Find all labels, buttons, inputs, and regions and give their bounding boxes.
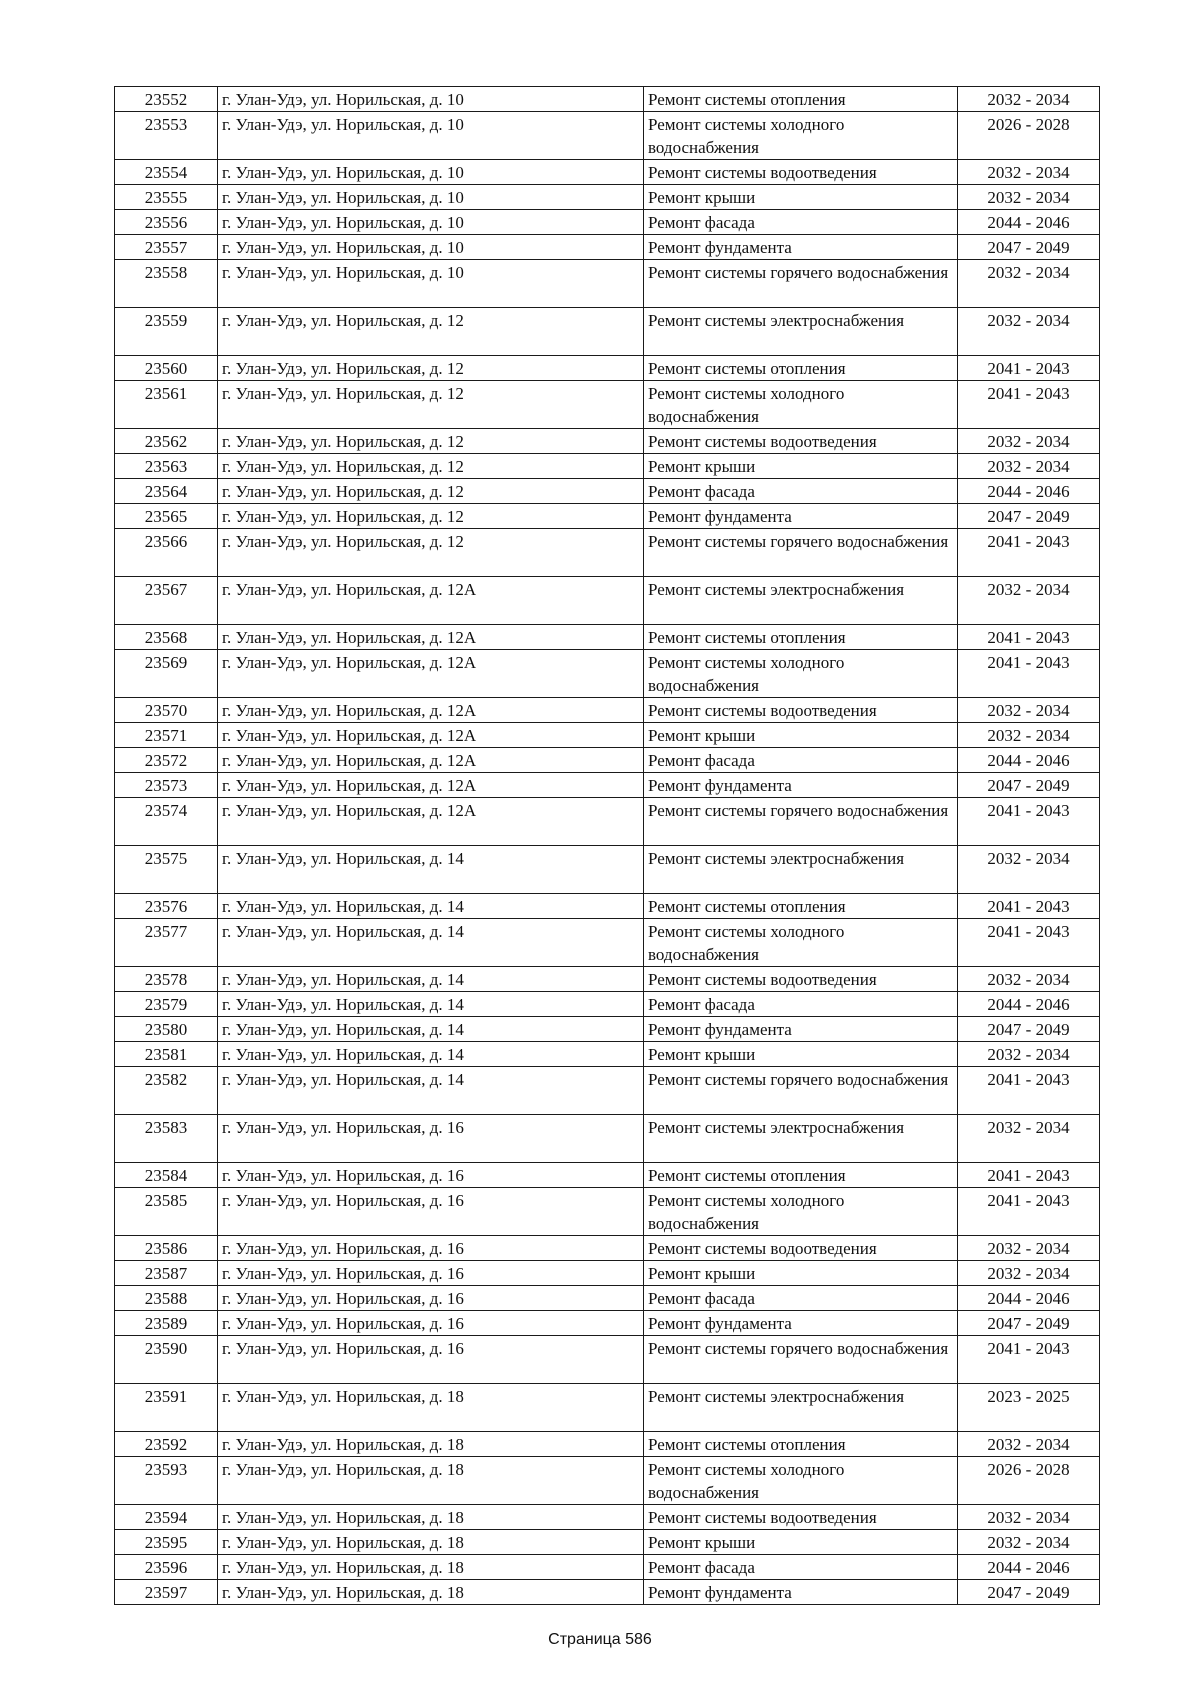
period-cell: 2041 - 2043 <box>958 356 1100 381</box>
period-cell: 2044 - 2046 <box>958 1286 1100 1311</box>
address-cell: г. Улан-Удэ, ул. Норильская, д. 14 <box>218 1017 644 1042</box>
work-type-cell: Ремонт системы холодного водоснабжения <box>644 650 958 698</box>
table-row <box>115 112 1100 160</box>
work-type-cell: Ремонт фасада <box>644 1555 958 1580</box>
work-type-cell: Ремонт системы электроснабжения <box>644 1115 958 1163</box>
table-row <box>115 798 1100 846</box>
period-cell: 2044 - 2046 <box>958 479 1100 504</box>
page-number: Страница 586 <box>548 1631 652 1648</box>
work-type-cell: Ремонт системы холодного водоснабжения <box>644 919 958 967</box>
address-cell: г. Улан-Удэ, ул. Норильская, д. 18 <box>218 1457 644 1505</box>
address-cell: г. Улан-Удэ, ул. Норильская, д. 10 <box>218 112 644 160</box>
table-row <box>115 185 1100 210</box>
period-cell: 2041 - 2043 <box>958 1067 1100 1115</box>
row-number-cell: 23573 <box>115 773 218 798</box>
address-cell: г. Улан-Удэ, ул. Норильская, д. 12 <box>218 429 644 454</box>
period-cell: 2032 - 2034 <box>958 308 1100 356</box>
row-number-cell: 23593 <box>115 1457 218 1505</box>
table-row <box>115 529 1100 577</box>
period-cell: 2032 - 2034 <box>958 454 1100 479</box>
address-cell: г. Улан-Удэ, ул. Норильская, д. 12А <box>218 773 644 798</box>
table-row <box>115 748 1100 773</box>
work-type-cell: Ремонт фундамента <box>644 1580 958 1605</box>
table-row <box>115 1505 1100 1530</box>
table-row <box>115 1555 1100 1580</box>
address-cell: г. Улан-Удэ, ул. Норильская, д. 14 <box>218 1042 644 1067</box>
period-cell: 2041 - 2043 <box>958 1188 1100 1236</box>
work-type-cell: Ремонт системы горячего водоснабжения <box>644 1067 958 1115</box>
address-cell: г. Улан-Удэ, ул. Норильская, д. 12 <box>218 356 644 381</box>
period-cell: 2032 - 2034 <box>958 1042 1100 1067</box>
row-number-cell: 23560 <box>115 356 218 381</box>
address-cell: г. Улан-Удэ, ул. Норильская, д. 12А <box>218 798 644 846</box>
row-number-cell: 23592 <box>115 1432 218 1457</box>
row-number-cell: 23596 <box>115 1555 218 1580</box>
row-number-cell: 23565 <box>115 504 218 529</box>
table-row <box>115 846 1100 894</box>
row-number-cell: 23562 <box>115 429 218 454</box>
row-number-cell: 23591 <box>115 1384 218 1432</box>
table-row <box>115 87 1100 112</box>
table-row <box>115 1580 1100 1605</box>
period-cell: 2047 - 2049 <box>958 1311 1100 1336</box>
period-cell: 2041 - 2043 <box>958 1163 1100 1188</box>
address-cell: г. Улан-Удэ, ул. Норильская, д. 18 <box>218 1384 644 1432</box>
address-cell: г. Улан-Удэ, ул. Норильская, д. 10 <box>218 235 644 260</box>
period-cell: 2041 - 2043 <box>958 625 1100 650</box>
work-type-cell: Ремонт крыши <box>644 185 958 210</box>
table-body <box>115 87 1100 1605</box>
table-row <box>115 698 1100 723</box>
address-cell: г. Улан-Удэ, ул. Норильская, д. 18 <box>218 1530 644 1555</box>
period-cell: 2032 - 2034 <box>958 1261 1100 1286</box>
work-type-cell: Ремонт системы электроснабжения <box>644 846 958 894</box>
row-number-cell: 23582 <box>115 1067 218 1115</box>
row-number-cell: 23574 <box>115 798 218 846</box>
address-cell: г. Улан-Удэ, ул. Норильская, д. 10 <box>218 260 644 308</box>
table-row <box>115 235 1100 260</box>
row-number-cell: 23594 <box>115 1505 218 1530</box>
row-number-cell: 23589 <box>115 1311 218 1336</box>
row-number-cell: 23564 <box>115 479 218 504</box>
address-cell: г. Улан-Удэ, ул. Норильская, д. 10 <box>218 210 644 235</box>
work-type-cell: Ремонт системы водоотведения <box>644 967 958 992</box>
table-row <box>115 967 1100 992</box>
table-row <box>115 723 1100 748</box>
period-cell: 2032 - 2034 <box>958 698 1100 723</box>
period-cell: 2044 - 2046 <box>958 210 1100 235</box>
address-cell: г. Улан-Удэ, ул. Норильская, д. 12А <box>218 748 644 773</box>
work-type-cell: Ремонт фундамента <box>644 1311 958 1336</box>
address-cell: г. Улан-Удэ, ул. Норильская, д. 12 <box>218 454 644 479</box>
row-number-cell: 23555 <box>115 185 218 210</box>
table-row <box>115 454 1100 479</box>
work-type-cell: Ремонт системы отопления <box>644 1432 958 1457</box>
address-cell: г. Улан-Удэ, ул. Норильская, д. 14 <box>218 919 644 967</box>
row-number-cell: 23588 <box>115 1286 218 1311</box>
address-cell: г. Улан-Удэ, ул. Норильская, д. 12А <box>218 625 644 650</box>
row-number-cell: 23566 <box>115 529 218 577</box>
period-cell: 2032 - 2034 <box>958 185 1100 210</box>
row-number-cell: 23579 <box>115 992 218 1017</box>
work-type-cell: Ремонт системы электроснабжения <box>644 577 958 625</box>
work-type-cell: Ремонт фасада <box>644 992 958 1017</box>
table-row <box>115 1336 1100 1384</box>
table-row <box>115 1017 1100 1042</box>
work-type-cell: Ремонт системы отопления <box>644 625 958 650</box>
work-type-cell: Ремонт фундамента <box>644 773 958 798</box>
period-cell: 2032 - 2034 <box>958 260 1100 308</box>
address-cell: г. Улан-Удэ, ул. Норильская, д. 12 <box>218 308 644 356</box>
address-cell: г. Улан-Удэ, ул. Норильская, д. 16 <box>218 1115 644 1163</box>
table-row <box>115 1115 1100 1163</box>
address-cell: г. Улан-Удэ, ул. Норильская, д. 12 <box>218 479 644 504</box>
work-type-cell: Ремонт фундамента <box>644 504 958 529</box>
period-cell: 2041 - 2043 <box>958 919 1100 967</box>
row-number-cell: 23570 <box>115 698 218 723</box>
row-number-cell: 23572 <box>115 748 218 773</box>
address-cell: г. Улан-Удэ, ул. Норильская, д. 12 <box>218 529 644 577</box>
table-row <box>115 992 1100 1017</box>
row-number-cell: 23559 <box>115 308 218 356</box>
address-cell: г. Улан-Удэ, ул. Норильская, д. 18 <box>218 1432 644 1457</box>
address-cell: г. Улан-Удэ, ул. Норильская, д. 10 <box>218 87 644 112</box>
row-number-cell: 23595 <box>115 1530 218 1555</box>
table-row <box>115 429 1100 454</box>
address-cell: г. Улан-Удэ, ул. Норильская, д. 14 <box>218 992 644 1017</box>
table-row <box>115 381 1100 429</box>
address-cell: г. Улан-Удэ, ул. Норильская, д. 16 <box>218 1311 644 1336</box>
table-row <box>115 1042 1100 1067</box>
row-number-cell: 23590 <box>115 1336 218 1384</box>
period-cell: 2041 - 2043 <box>958 798 1100 846</box>
table-row <box>115 1163 1100 1188</box>
work-type-cell: Ремонт фундамента <box>644 1017 958 1042</box>
work-type-cell: Ремонт системы электроснабжения <box>644 308 958 356</box>
work-type-cell: Ремонт системы отопления <box>644 87 958 112</box>
row-number-cell: 23580 <box>115 1017 218 1042</box>
row-number-cell: 23557 <box>115 235 218 260</box>
address-cell: г. Улан-Удэ, ул. Норильская, д. 10 <box>218 160 644 185</box>
address-cell: г. Улан-Удэ, ул. Норильская, д. 12 <box>218 381 644 429</box>
work-type-cell: Ремонт фундамента <box>644 235 958 260</box>
work-type-cell: Ремонт фасада <box>644 748 958 773</box>
work-type-cell: Ремонт системы горячего водоснабжения <box>644 529 958 577</box>
period-cell: 2032 - 2034 <box>958 846 1100 894</box>
address-cell: г. Улан-Удэ, ул. Норильская, д. 14 <box>218 846 644 894</box>
table-row <box>115 1311 1100 1336</box>
work-type-cell: Ремонт системы водоотведения <box>644 1236 958 1261</box>
work-type-cell: Ремонт фасада <box>644 1286 958 1311</box>
work-type-cell: Ремонт системы водоотведения <box>644 1505 958 1530</box>
period-cell: 2041 - 2043 <box>958 1336 1100 1384</box>
address-cell: г. Улан-Удэ, ул. Норильская, д. 14 <box>218 1067 644 1115</box>
work-type-cell: Ремонт системы водоотведения <box>644 698 958 723</box>
address-cell: г. Улан-Удэ, ул. Норильская, д. 14 <box>218 894 644 919</box>
table-row <box>115 1236 1100 1261</box>
period-cell: 2032 - 2034 <box>958 1115 1100 1163</box>
work-type-cell: Ремонт системы отопления <box>644 356 958 381</box>
address-cell: г. Улан-Удэ, ул. Норильская, д. 16 <box>218 1236 644 1261</box>
table-row <box>115 894 1100 919</box>
table-row <box>115 260 1100 308</box>
period-cell: 2041 - 2043 <box>958 381 1100 429</box>
table-row <box>115 504 1100 529</box>
address-cell: г. Улан-Удэ, ул. Норильская, д. 18 <box>218 1505 644 1530</box>
work-type-cell: Ремонт крыши <box>644 1530 958 1555</box>
table-row <box>115 1261 1100 1286</box>
period-cell: 2041 - 2043 <box>958 529 1100 577</box>
period-cell: 2023 - 2025 <box>958 1384 1100 1432</box>
period-cell: 2044 - 2046 <box>958 1555 1100 1580</box>
work-type-cell: Ремонт крыши <box>644 454 958 479</box>
period-cell: 2032 - 2034 <box>958 429 1100 454</box>
address-cell: г. Улан-Удэ, ул. Норильская, д. 12А <box>218 698 644 723</box>
table-row <box>115 650 1100 698</box>
table-row <box>115 1286 1100 1311</box>
table-row <box>115 356 1100 381</box>
table-row <box>115 210 1100 235</box>
period-cell: 2032 - 2034 <box>958 1530 1100 1555</box>
address-cell: г. Улан-Удэ, ул. Норильская, д. 12А <box>218 650 644 698</box>
address-cell: г. Улан-Удэ, ул. Норильская, д. 16 <box>218 1188 644 1236</box>
work-type-cell: Ремонт системы отопления <box>644 1163 958 1188</box>
row-number-cell: 23556 <box>115 210 218 235</box>
work-type-cell: Ремонт системы холодного водоснабжения <box>644 112 958 160</box>
work-type-cell: Ремонт крыши <box>644 1042 958 1067</box>
table-row <box>115 1384 1100 1432</box>
work-type-cell: Ремонт системы холодного водоснабжения <box>644 1188 958 1236</box>
work-type-cell: Ремонт системы холодного водоснабжения <box>644 1457 958 1505</box>
address-cell: г. Улан-Удэ, ул. Норильская, д. 12 <box>218 504 644 529</box>
repair-schedule-table <box>114 86 1100 1605</box>
row-number-cell: 23569 <box>115 650 218 698</box>
period-cell: 2032 - 2034 <box>958 723 1100 748</box>
work-type-cell: Ремонт системы горячего водоснабжения <box>644 1336 958 1384</box>
work-type-cell: Ремонт системы водоотведения <box>644 160 958 185</box>
address-cell: г. Улан-Удэ, ул. Норильская, д. 18 <box>218 1580 644 1605</box>
row-number-cell: 23563 <box>115 454 218 479</box>
period-cell: 2041 - 2043 <box>958 894 1100 919</box>
period-cell: 2044 - 2046 <box>958 748 1100 773</box>
period-cell: 2032 - 2034 <box>958 967 1100 992</box>
row-number-cell: 23568 <box>115 625 218 650</box>
period-cell: 2032 - 2034 <box>958 1505 1100 1530</box>
row-number-cell: 23577 <box>115 919 218 967</box>
table-row <box>115 919 1100 967</box>
row-number-cell: 23586 <box>115 1236 218 1261</box>
period-cell: 2047 - 2049 <box>958 773 1100 798</box>
work-type-cell: Ремонт системы холодного водоснабжения <box>644 381 958 429</box>
address-cell: г. Улан-Удэ, ул. Норильская, д. 18 <box>218 1555 644 1580</box>
period-cell: 2032 - 2034 <box>958 1236 1100 1261</box>
work-type-cell: Ремонт фасада <box>644 479 958 504</box>
period-cell: 2032 - 2034 <box>958 87 1100 112</box>
address-cell: г. Улан-Удэ, ул. Норильская, д. 16 <box>218 1261 644 1286</box>
address-cell: г. Улан-Удэ, ул. Норильская, д. 16 <box>218 1286 644 1311</box>
address-cell: г. Улан-Удэ, ул. Норильская, д. 12А <box>218 723 644 748</box>
table-row <box>115 479 1100 504</box>
row-number-cell: 23578 <box>115 967 218 992</box>
period-cell: 2047 - 2049 <box>958 1017 1100 1042</box>
period-cell: 2026 - 2028 <box>958 112 1100 160</box>
table-row <box>115 773 1100 798</box>
period-cell: 2047 - 2049 <box>958 1580 1100 1605</box>
row-number-cell: 23552 <box>115 87 218 112</box>
row-number-cell: 23558 <box>115 260 218 308</box>
period-cell: 2047 - 2049 <box>958 504 1100 529</box>
row-number-cell: 23554 <box>115 160 218 185</box>
row-number-cell: 23587 <box>115 1261 218 1286</box>
row-number-cell: 23575 <box>115 846 218 894</box>
table-row <box>115 1432 1100 1457</box>
address-cell: г. Улан-Удэ, ул. Норильская, д. 16 <box>218 1163 644 1188</box>
row-number-cell: 23581 <box>115 1042 218 1067</box>
address-cell: г. Улан-Удэ, ул. Норильская, д. 16 <box>218 1336 644 1384</box>
address-cell: г. Улан-Удэ, ул. Норильская, д. 12А <box>218 577 644 625</box>
period-cell: 2032 - 2034 <box>958 160 1100 185</box>
row-number-cell: 23567 <box>115 577 218 625</box>
work-type-cell: Ремонт системы отопления <box>644 894 958 919</box>
work-type-cell: Ремонт системы водоотведения <box>644 429 958 454</box>
table-row <box>115 1188 1100 1236</box>
row-number-cell: 23576 <box>115 894 218 919</box>
period-cell: 2047 - 2049 <box>958 235 1100 260</box>
row-number-cell: 23597 <box>115 1580 218 1605</box>
work-type-cell: Ремонт системы горячего водоснабжения <box>644 260 958 308</box>
row-number-cell: 23553 <box>115 112 218 160</box>
period-cell: 2041 - 2043 <box>958 650 1100 698</box>
period-cell: 2032 - 2034 <box>958 1432 1100 1457</box>
table-row <box>115 625 1100 650</box>
work-type-cell: Ремонт фасада <box>644 210 958 235</box>
row-number-cell: 23571 <box>115 723 218 748</box>
table-row <box>115 160 1100 185</box>
row-number-cell: 23561 <box>115 381 218 429</box>
address-cell: г. Улан-Удэ, ул. Норильская, д. 10 <box>218 185 644 210</box>
row-number-cell: 23584 <box>115 1163 218 1188</box>
table-row <box>115 577 1100 625</box>
table-row <box>115 1457 1100 1505</box>
period-cell: 2026 - 2028 <box>958 1457 1100 1505</box>
period-cell: 2044 - 2046 <box>958 992 1100 1017</box>
period-cell: 2032 - 2034 <box>958 577 1100 625</box>
table-row <box>115 1067 1100 1115</box>
row-number-cell: 23585 <box>115 1188 218 1236</box>
work-type-cell: Ремонт крыши <box>644 1261 958 1286</box>
work-type-cell: Ремонт системы горячего водоснабжения <box>644 798 958 846</box>
address-cell: г. Улан-Удэ, ул. Норильская, д. 14 <box>218 967 644 992</box>
row-number-cell: 23583 <box>115 1115 218 1163</box>
table-row <box>115 308 1100 356</box>
work-type-cell: Ремонт крыши <box>644 723 958 748</box>
work-type-cell: Ремонт системы электроснабжения <box>644 1384 958 1432</box>
table-row <box>115 1530 1100 1555</box>
